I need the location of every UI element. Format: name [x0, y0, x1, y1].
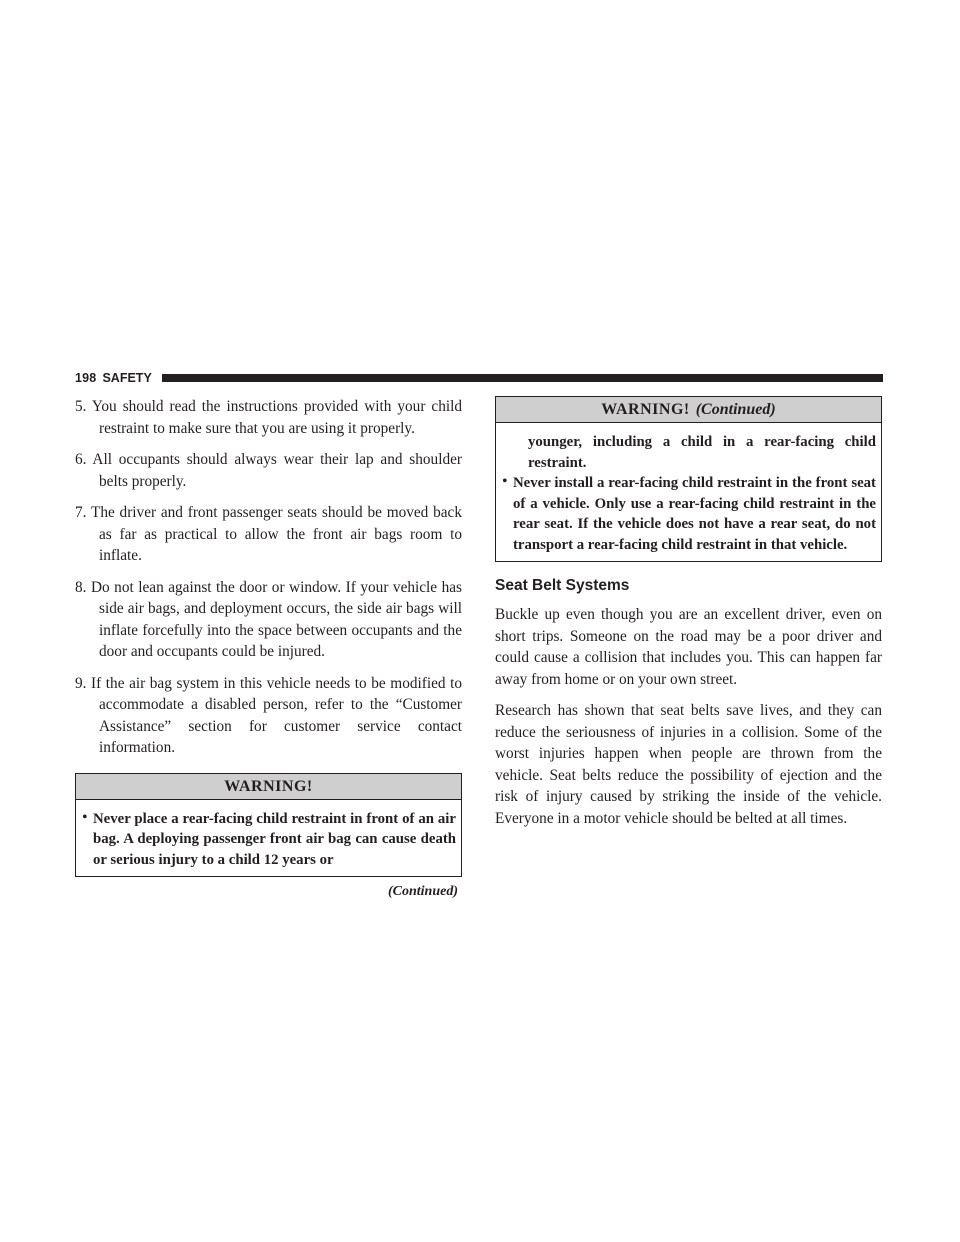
body-paragraph: Buckle up even though you are an excellent driver, even on short trips. Someone on the road may be a poor driver and could cause a collision that includes you. This can happen far away from home or on your own street. — [495, 606, 882, 688]
bullet-icon: • — [82, 808, 88, 826]
warning-title — [496, 397, 881, 423]
page-header — [75, 369, 883, 387]
list-item: 7. The driver and front passenger seats should be moved back as far as practical to allow the front air bags room to inflate. — [75, 504, 462, 564]
section-heading: Seat Belt Systems — [495, 577, 630, 594]
warning-title-text: WARNING! — [224, 777, 313, 795]
header-rule — [162, 374, 883, 382]
warning-box-continued — [495, 396, 882, 562]
warning-body — [76, 800, 461, 877]
warning-bullet-text: Never place a rear-facing child restraint in front of an air bag. A deploying passenger front air bag can cause death or serious injury to a child 12 years or — [93, 810, 456, 868]
warning-bullet — [82, 809, 456, 871]
list-item: 8. Do not lean against the door or window. If your vehicle has side air bags, and deployment occurs, the side air bags will inflate forcefully into the space between occupants and the door and occupants could be injured. — [75, 578, 462, 660]
warning-continued-label: (Continued) — [695, 401, 776, 418]
warning-title — [76, 774, 461, 800]
right-column — [495, 396, 882, 839]
bullet-icon: • — [502, 473, 508, 490]
instruction-list — [75, 396, 462, 759]
warning-title-text: WARNING! — [601, 401, 690, 418]
warning-box — [75, 773, 462, 878]
left-column — [75, 396, 462, 900]
list-item: 9. If the air bag system in this vehicle needs to be modified to accommodate a disabled person, refer to the “Customer Assistance” section for customer service contact information. — [75, 674, 462, 756]
continued-note: (Continued) — [387, 884, 458, 899]
warning-body — [496, 423, 881, 561]
page-number: 198 — [75, 371, 97, 385]
warning-bullet-text: Never install a rear-facing child restraint in the front seat of a vehicle. Only use a rear-facing child restraint in the rear seat. If the vehicle does not have a rear seat, do not transport a rear-facing child restraint in that vehicle. — [513, 475, 876, 553]
warning-continuation-text: younger, including a child in a rear-facing child restraint. — [528, 434, 876, 471]
list-item: 5. You should read the instructions provided with your child restraint to make sure that you are using it properly. — [75, 398, 462, 437]
list-item: 6. All occupants should always wear their lap and shoulder belts properly. — [75, 451, 462, 490]
section-title: SAFETY — [102, 371, 152, 385]
body-paragraph: Research has shown that seat belts save lives, and they can reduce the seriousness of injuries in a collision. Some of the worst injuries happen when people are thrown from the vehicle. Seat belts reduce the possibility of ejection and the risk of injury caused by striking the inside of the vehicle. Everyone in a motor vehicle should be belted at all times. — [495, 702, 882, 827]
warning-bullet — [502, 473, 876, 555]
